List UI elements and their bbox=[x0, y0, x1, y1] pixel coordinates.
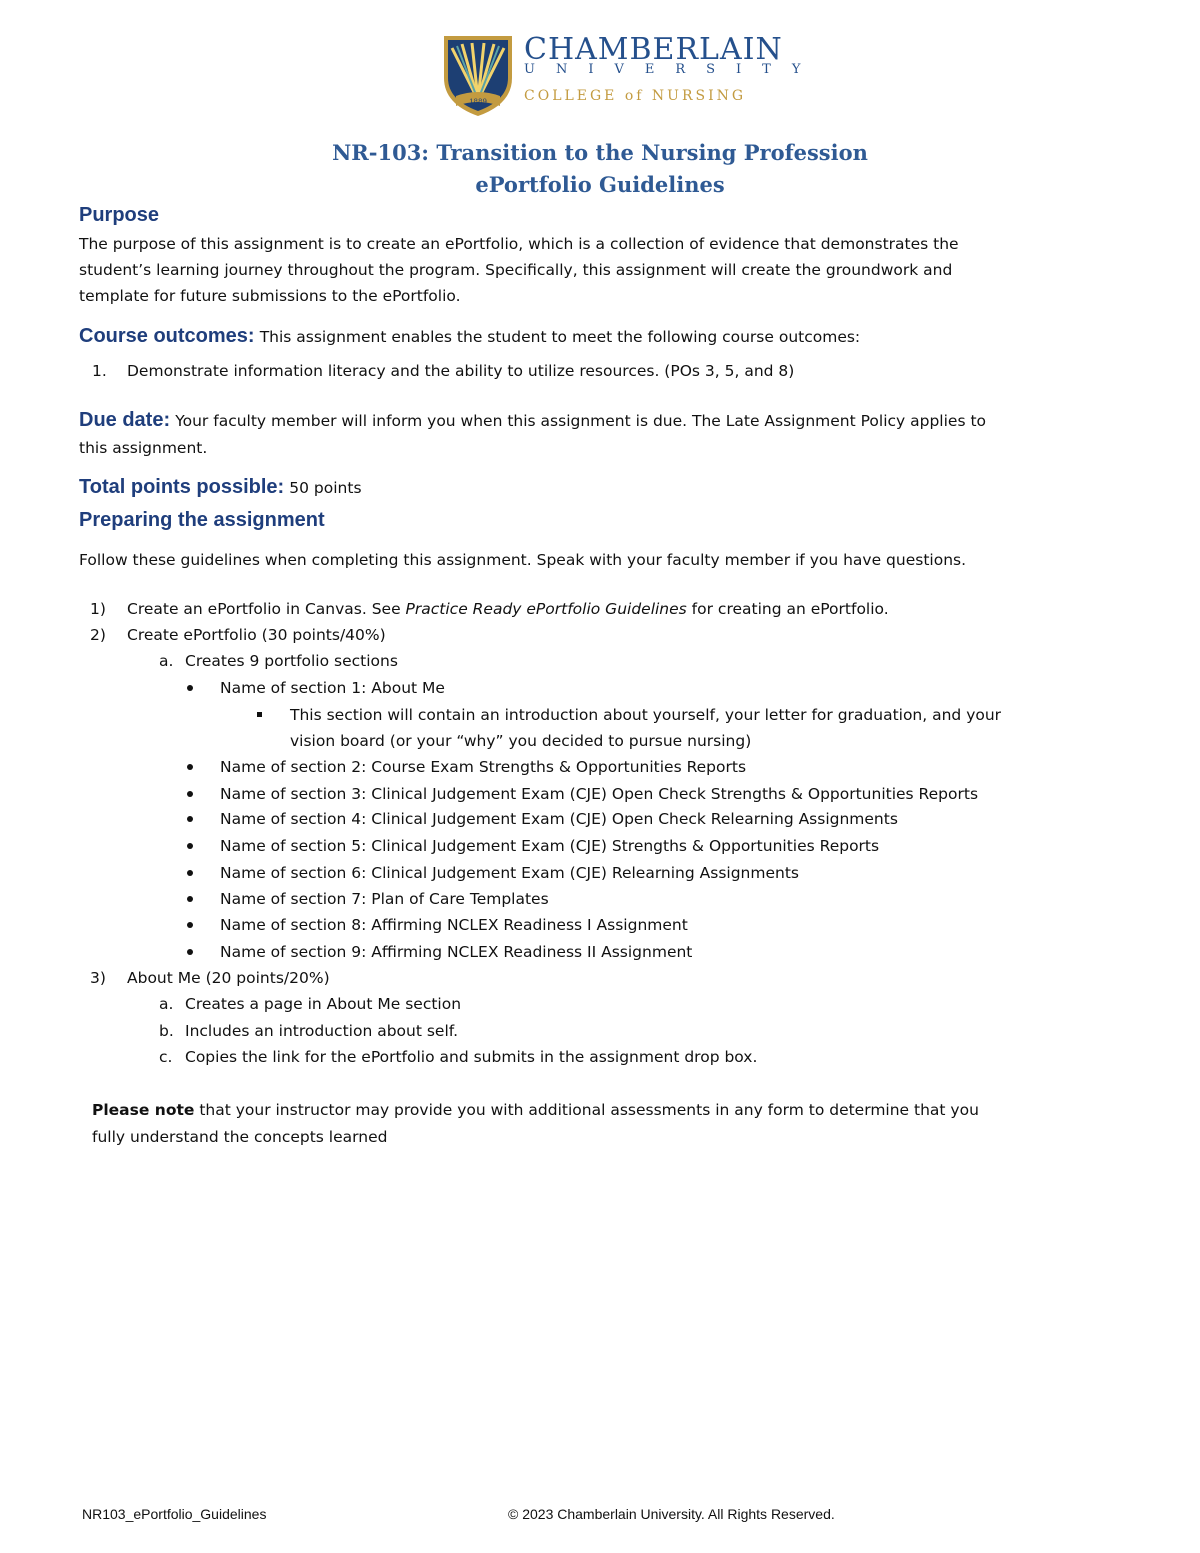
outcome-item: Demonstrate information literacy and the ability to utilize resources. (POs 3, 5, and 8) bbox=[127, 362, 795, 380]
purpose-heading: Purpose bbox=[79, 204, 160, 226]
logo-subtitle: UNIVERSITY bbox=[524, 62, 822, 77]
outcomes-block bbox=[79, 324, 860, 350]
about-detail-line-2: vision board (or your “why” you decided to pursue nursing) bbox=[290, 732, 752, 750]
preparing-heading: Preparing the assignment bbox=[79, 509, 325, 531]
section-item-3: Name of section 3: Clinical Judgement Exam (CJE) Open Check Strengths & Opportunities Reports bbox=[220, 785, 979, 803]
step-2a-text: Creates 9 portfolio sections bbox=[185, 652, 398, 670]
step-1-number: 1) bbox=[90, 600, 106, 618]
section-item-7: Name of section 7: Plan of Care Templates bbox=[220, 890, 549, 908]
step-2-number: 2) bbox=[90, 626, 106, 644]
step-3a-letter: a. bbox=[159, 995, 174, 1013]
points-block bbox=[79, 475, 362, 501]
note-line-2: fully understand the concepts learned bbox=[92, 1128, 388, 1146]
section-item-5: Name of section 5: Clinical Judgement Exam (CJE) Strengths & Opportunities Reports bbox=[220, 837, 880, 855]
logo-college: COLLEGE of NURSING bbox=[524, 88, 747, 104]
note-line-1: Please note that your instructor may provide you with additional assessments in any form to determine that you bbox=[92, 1101, 979, 1119]
logo-year: 1889 bbox=[469, 98, 487, 106]
guidelines-reference: Practice Ready ePortfolio Guidelines bbox=[405, 600, 687, 618]
note-bold: Please note bbox=[92, 1101, 195, 1119]
step-3b-text: Includes an introduction about self. bbox=[185, 1022, 459, 1040]
section-item-2: Name of section 2: Course Exam Strengths & Opportunities Reports bbox=[220, 758, 747, 776]
section-item-8: Name of section 8: Affirming NCLEX Readiness I Assignment bbox=[220, 916, 688, 934]
about-detail-line-1: This section will contain an introduction about yourself, your letter for graduation, and your bbox=[290, 706, 1002, 724]
bullet-icon bbox=[187, 949, 193, 955]
bullet-icon bbox=[187, 870, 193, 876]
step-3-number: 3) bbox=[90, 969, 106, 987]
step-2a-letter: a. bbox=[159, 652, 174, 670]
section-item-6: Name of section 6: Clinical Judgement Exam (CJE) Relearning Assignments bbox=[220, 864, 799, 882]
bullet-icon bbox=[187, 816, 193, 822]
step-3c-letter: c. bbox=[159, 1048, 173, 1066]
section-item-9: Name of section 9: Affirming NCLEX Readiness II Assignment bbox=[220, 943, 693, 961]
step-1-text: Create an ePortfolio in Canvas. See Practice Ready ePortfolio Guidelines for creating an ePortfolio. bbox=[127, 600, 889, 618]
bullet-icon bbox=[187, 922, 193, 928]
outcomes-heading: Course outcomes: bbox=[79, 325, 255, 347]
step-3a-text: Creates a page in About Me section bbox=[185, 995, 462, 1013]
footer-filename: NR103_ePortfolio_Guidelines bbox=[82, 1506, 267, 1522]
university-shield-logo bbox=[442, 34, 514, 118]
outcome-number: 1. bbox=[92, 362, 107, 380]
bullet-icon bbox=[187, 764, 193, 770]
due-line-1: Your faculty member will inform you when this assignment is due. The Late Assignment Policy applies to bbox=[175, 412, 987, 430]
step-2-text: Create ePortfolio (30 points/40%) bbox=[127, 626, 386, 644]
page-title: NR-103: Transition to the Nursing Profession bbox=[332, 140, 868, 165]
square-bullet-icon bbox=[257, 712, 262, 717]
section-item-4: Name of section 4: Clinical Judgement Exam (CJE) Open Check Relearning Assignments bbox=[220, 810, 898, 828]
step-3-text: About Me (20 points/20%) bbox=[127, 969, 330, 987]
step-3b-letter: b. bbox=[159, 1022, 174, 1040]
points-heading: Total points possible: bbox=[79, 476, 285, 498]
points-value: 50 points bbox=[289, 479, 362, 497]
purpose-line-3: template for future submissions to the ePortfolio. bbox=[79, 287, 461, 305]
logo-name: CHAMBERLAIN bbox=[524, 32, 783, 67]
bullet-icon bbox=[187, 896, 193, 902]
footer-copyright: © 2023 Chamberlain University. All Rights Reserved. bbox=[508, 1506, 835, 1522]
preparing-intro: Follow these guidelines when completing this assignment. Speak with your faculty member if you have questions. bbox=[79, 551, 967, 569]
bullet-icon bbox=[187, 791, 193, 797]
outcomes-intro: This assignment enables the student to meet the following course outcomes: bbox=[259, 328, 861, 346]
purpose-line-2: student’s learning journey throughout the program. Specifically, this assignment will create the groundwork and bbox=[79, 261, 953, 279]
due-heading: Due date: bbox=[79, 409, 171, 431]
section-item-1: Name of section 1: About Me bbox=[220, 679, 445, 697]
step-3c-text: Copies the link for the ePortfolio and submits in the assignment drop box. bbox=[185, 1048, 758, 1066]
bullet-icon bbox=[187, 843, 193, 849]
bullet-icon bbox=[187, 685, 193, 691]
purpose-line-1: The purpose of this assignment is to create an ePortfolio, which is a collection of evidence that demonstrates the bbox=[79, 235, 959, 253]
due-block bbox=[79, 408, 986, 434]
due-line-2: this assignment. bbox=[79, 439, 208, 457]
page-subtitle: ePortfolio Guidelines bbox=[475, 172, 725, 197]
